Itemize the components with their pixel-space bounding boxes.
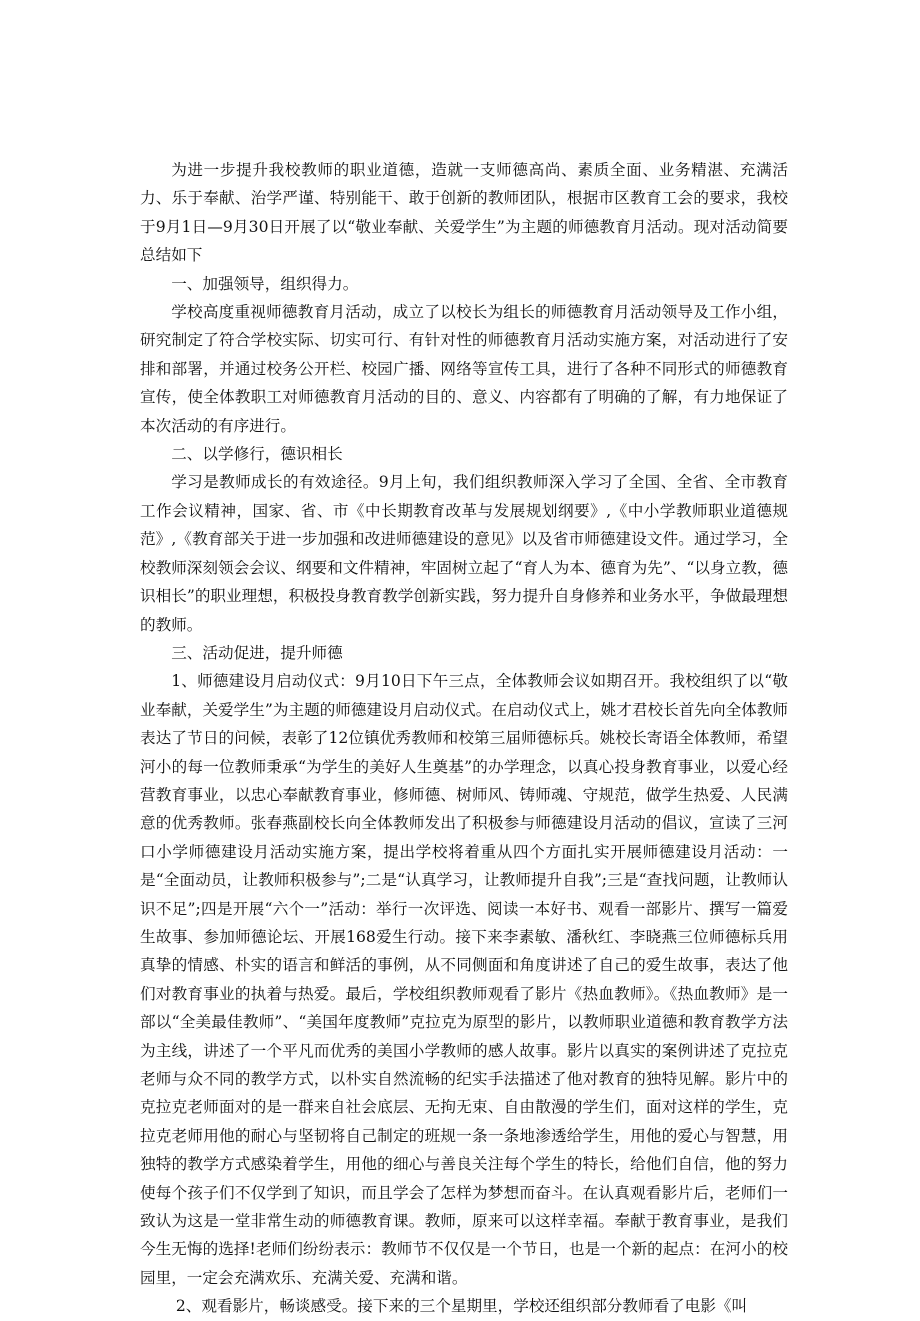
document-body (140, 156, 788, 1321)
activity-2-paragraph: 2、观看影片，畅谈感受。接下来的三个星期里，学校还组织部分教师看了电影《叫 (175, 1297, 748, 1316)
intro-paragraph: 为进一步提升我校教师的职业道德，造就一支师德高尚、素质全面、业务精湛、充满活力、乐于奉献、治学严谨、特别能干、敢于创新的教师团队，根据市区教育工会的要求，我校于9月1日—9月30日开展了以“敬业奉献、关爱学生”为主题的师德教育月活动。现对活动简要总结如下 (140, 161, 788, 265)
learning-paragraph: 学习是教师成长的有效途径。9月上旬，我们组织教师深入学习了全国、全省、全市教育工作会议精神，国家、省、市《中长期教育改革与发展规划纲要》,《中小学教师职业道德规范》,《教育部关于进一步加强和改进师德建设的意见》以及省市师德建设文件。通过学习，全校教师深刻领会会议、纲要和文件精神，牢固树立起了“育人为本、德育为先”、“以身立教，德识相长”的职业理想，积极投身教育教学创新实践，努力提升自身修养和业务水平，争做最理想的教师。 (140, 473, 788, 634)
section-heading-learning: 二、以学修行，德识相长 (171, 445, 343, 464)
section-heading-leadership: 一、加强领导，组织得力。 (171, 274, 359, 293)
activity-1-paragraph: 1、师德建设月启动仪式：9月10日下午三点，全体教师会议如期召开。我校组织了以“敬业奉献，关爱学生”为主题的师德建设月启动仪式。在启动仪式上，姚才君校长首先向全体教师表达了节日的问候，表彰了12位镇优秀教师和校第三届师德标兵。姚校长寄语全体教师，希望河小的每一位教师秉承“为学生的美好人生奠基”的办学理念，以真心投身教育事业，以爱心经营教育事业，以忠心奉献教育事业，修师德、树师风、铸师魂、守规范，做学生热爱、人民满意的优秀教师。张春燕副校长向全体教师发出了积极参与师德建设月活动的倡议，宣读了三河口小学师德建设月活动实施方案，提出学校将着重从四个方面扎实开展师德建设月活动：一是“全面动员，让教师积极参与”;二是“认真学习，让教师提升自我”;三是“查找问题，让教师认识不足”;四是开展“六个一”活动：举行一次评选、阅读一本好书、观看一部影片、撰写一篇爱生故事、参加师德论坛、开展168爱生行动。接下来李素敏、潘秋红、李晓燕三位师德标兵用真挚的情感、朴实的语言和鲜活的事例，从不同侧面和角度讲述了自己的爱生故事，表达了他们对教育事业的执着与热爱。最后，学校组织教师观看了影片《热血教师》。《热血教师》是一部以“全美最佳教师”、“美国年度教师”克拉克为原型的影片，以教师职业道德和教育教学方法为主线，讲述了一个平凡而优秀的美国小学教师的感人故事。影片以真实的案例讲述了克拉克老师与众不同的教学方式，以朴实自然流畅的纪实手法描述了他对教育的独特见解。影片中的克拉克老师面对的是一群来自社会底层、无拘无束、自由散漫的学生们，面对这样的学生，克拉克老师用他的耐心与坚韧将自己制定的班规一条一条地渗透给学生，用他的爱心与智慧，用独特的教学方式感染着学生，用他的细心与善良关注每个学生的特长，给他们自信，他的努力使每个孩子们不仅学到了知识，而且学会了怎样为梦想而奋斗。在认真观看影片后，老师们一致认为这是一堂非常生动的师德教育课。教师，原来可以这样幸福。奉献于教育事业，是我们今生无悔的选择!老师们纷纷表示：教师节不仅仅是一个节日，也是一个新的起点：在河小的校园里，一定会充满欢乐、充满关爱、充满和谐。 (140, 672, 788, 1287)
section-heading-activities: 三、活动促进，提升师德 (171, 643, 343, 662)
leadership-paragraph: 学校高度重视师德教育月活动，成立了以校长为组长的师德教育月活动领导及工作小组，研究制定了符合学校实际、切实可行、有针对性的师德教育月活动实施方案，对活动进行了安排和部署，并通过校务公开栏、校园广播、网络等宣传工具，进行了各种不同形式的师德教育宣传，使全体教职工对师德教育月活动的目的、意义、内容都有了明确的了解，有力地保证了本次活动的有序进行。 (140, 303, 788, 435)
